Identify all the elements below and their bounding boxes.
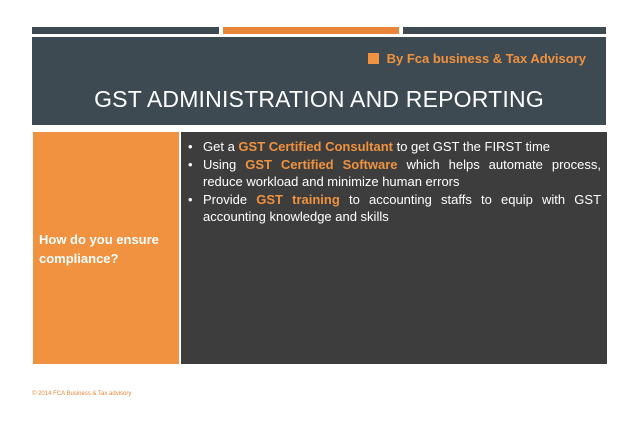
- point-highlight: GST Certified Software: [245, 156, 398, 172]
- slide-header: [32, 37, 606, 125]
- point-text: Using: [203, 156, 246, 172]
- byline: [368, 51, 586, 66]
- question-label: How do you ensure compliance?: [39, 232, 159, 266]
- point-text: to accounting staffs to equip with GST accounting knowledge and skills: [203, 191, 602, 224]
- point-text: to get GST the FIRST time: [392, 139, 551, 154]
- byline-text: By Fca business & Tax Advisory: [386, 51, 586, 66]
- answer-list: [187, 138, 601, 226]
- content-table: [32, 132, 607, 364]
- square-bullet-icon: [368, 53, 379, 64]
- point-highlight: GST Certified Consultant: [238, 139, 393, 154]
- list-item: [187, 191, 601, 226]
- question-cell: [33, 132, 181, 364]
- point-text: Provide: [203, 191, 257, 207]
- list-item: [187, 156, 601, 191]
- footer-copyright: © 2014 FCA Business & Tax advisory: [32, 391, 132, 397]
- point-text: which helps automate process, reduce workload and minimize human errors: [203, 156, 601, 189]
- slide-title: GST ADMINISTRATION AND REPORTING: [94, 86, 544, 112]
- top-accent-bar-left: [32, 27, 219, 34]
- top-accent-bar-middle: [223, 27, 399, 34]
- list-item: [187, 138, 601, 156]
- point-text: Get a: [203, 139, 239, 154]
- point-highlight: GST training: [256, 191, 340, 207]
- top-accent-bar-right: [403, 27, 606, 34]
- answer-cell: [181, 132, 607, 364]
